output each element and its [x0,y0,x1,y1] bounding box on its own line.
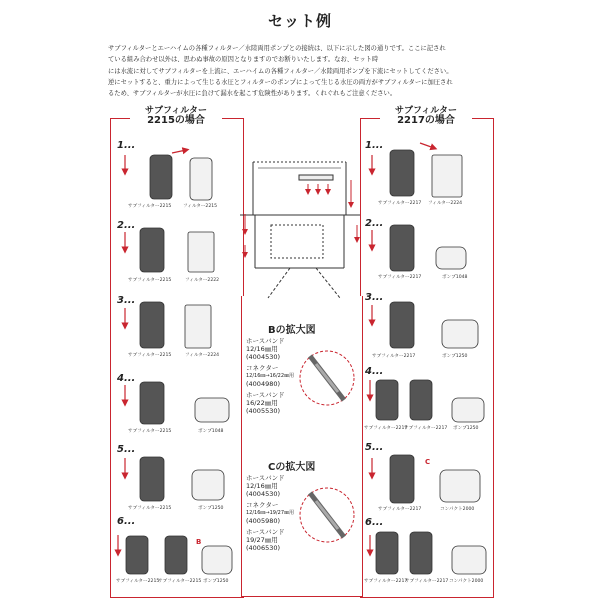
caption: サブフィルター2217 [378,507,422,512]
enlarge-b-line: ホースバンド [246,337,285,345]
right-filter-drawings [376,150,486,574]
enlarge-c-line: (4006530) [246,544,281,552]
caption: コンパクト2000 [449,579,484,584]
enlarge-b-line: (4005530) [246,407,281,415]
right-step-2-num: 2... [365,218,384,229]
caption: サブフィルター2217 [364,426,408,431]
caption: サブフィルター2215 [128,353,172,358]
caption: サブフィルター2217 [405,579,449,584]
enlarge-b-line: (4004980) [246,380,281,388]
caption: サブフィルター2217 [378,201,422,206]
caption: ポンプ1250 [442,354,468,359]
right-step-3-num: 3... [365,292,384,303]
caption: サブフィルター2215 [116,579,160,584]
intro-line: サブフィルターとエーハイムの各種フィルター／水陸両用ポンプとの接続は、以下に示した図の通りです。ここに記され [108,45,446,52]
caption: サブフィルター2217 [364,579,408,584]
enlarge-b-title: Bの拡大図 [268,325,316,336]
caption: サブフィルター2215 [128,204,172,209]
caption: サブフィルター2217 [404,426,448,431]
caption: サブフィルター2215 [128,429,172,434]
enlarge-b-line: コネクター [246,364,279,372]
caption: サブフィルター2215 [128,278,172,283]
right-step-6-num: 6... [365,517,384,528]
tank-flow-arrows [245,180,357,255]
aquarium-tank [240,162,360,268]
caption: サブフィルター2217 [378,275,422,280]
right-step-1-num: 1... [365,140,384,151]
left-step-4-num: 4... [117,373,136,384]
caption: ポンプ1250 [198,506,224,511]
enlarge-c-line: 12/16㎜→19/27㎜用 [246,510,295,516]
hose-detail-b [300,351,354,405]
enlarge-c-title: Cの拡大図 [268,462,316,473]
enlarge-b-line: 16/22㎜用 [246,399,278,407]
left-step-6-num: 6... [117,516,136,527]
right-step-4-num: 4... [365,366,384,377]
right-heading-line1: サブフィルター [395,106,457,116]
intro-line: には水流に対してサブフィルターを上流に、エーハイムの各種フィルター／水陸両用ポンプを下流にセットしてください。 [108,67,453,75]
caption: フィルター2222 [185,278,220,283]
enlarge-c-line: 12/16㎜用 [246,482,278,490]
intro-line: るため、サブフィルターが水圧に負けて漏水を起こす危険性があります。くれぐれもご注意ください。 [108,90,397,98]
enlarge-c-line: コネクター [246,501,279,509]
connector-lines [268,268,340,298]
left-step-2-num: 2... [117,220,136,231]
left-step-3-num: 3... [117,295,136,306]
right-heading-line2: 2217の場合 [397,115,455,126]
hose-detail-c [300,488,354,542]
enlarge-c-line: (4005980) [246,517,281,525]
caption: サブフィルター2215 [128,506,172,511]
left-heading-line2: 2215の場合 [147,115,205,126]
left-step-5-num: 5... [117,444,136,455]
caption: サブフィルター2215 [158,579,202,584]
enlarge-b-line: ホースバンド [246,391,285,399]
marker-b: B [196,538,202,546]
caption: フィルター2215 [183,204,218,209]
caption: ポンプ1048 [198,429,224,434]
caption: フィルター2224 [185,353,220,358]
enlarge-c-line: 19/27㎜用 [246,536,278,544]
caption: ポンプ1048 [442,275,468,280]
enlarge-b-line: (4004530) [246,353,281,361]
left-filter-drawings [126,155,232,574]
left-step-1-num: 1... [117,140,136,151]
caption: コンパクト2000 [440,507,475,512]
right-step-5-num: 5... [365,442,384,453]
enlarge-c-line: ホースバンド [246,474,285,482]
caption: ポンプ1250 [203,579,229,584]
marker-c: C [425,458,431,466]
flow-arrows [118,143,434,553]
caption: サブフィルター2217 [372,354,416,359]
enlarge-b-line: 12/16㎜→16/22㎜用 [246,373,295,379]
caption: ポンプ1250 [453,426,479,431]
intro-line: ている組み合わせ以外は、思わぬ事故の原因となりますのでお断りいたします。なお、セット時 [108,56,379,64]
page-title: セット例 [267,12,332,30]
intro-line: 逆にセットすると、重力によって生じる水圧とフィルターのポンプによって生じる水圧の両方がサブフィルターに加圧され [108,78,453,86]
enlarge-c-line: ホースバンド [246,528,285,536]
caption: フィルター2224 [428,201,463,206]
enlarge-c-line: (4004530) [246,490,281,498]
enlarge-b-line: 12/16㎜用 [246,345,278,353]
left-heading-line1: サブフィルター [145,106,207,116]
